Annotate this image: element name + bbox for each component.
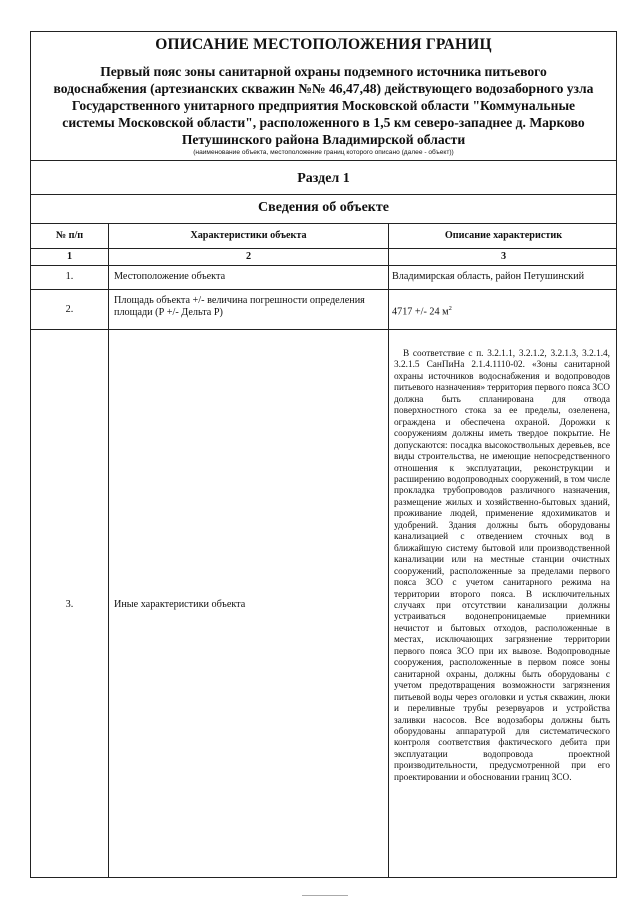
- row-divider: [31, 289, 616, 290]
- row-divider: [31, 329, 616, 330]
- column-number-3: 3: [500, 251, 507, 262]
- object-name-note: (наименование объекта, местоположение границ которого описано (далее - объект)): [193, 149, 454, 156]
- area-value: 4717 +/- 24 м: [392, 306, 449, 318]
- row-divider: [31, 265, 616, 266]
- object-description-title: Первый пояс зоны санитарной охраны подземного источника питьевого водоснабжения (артезианских скважин №№ 46,47,48) действующего водозаборного узла Государственного унитарного предприятия Московской области "Коммунальные системы Московской области", расположенного в 1,5 км северо-западнее д. Марково Петушинского района Владимирской области: [53, 64, 594, 147]
- header-characteristic: Характеристики объекта: [190, 230, 307, 241]
- row-divider: [31, 248, 616, 249]
- header-description: Описание характеристик: [444, 230, 563, 241]
- row-2-number: 2.: [65, 304, 74, 315]
- row-3-number: 3.: [65, 599, 74, 610]
- row-3-description: В соответствие с п. 3.2.1.1, 3.2.1.2, 3.2.1.3, 3.2.1.4, 3.2.1.5 СанПиНа 2.1.4.1110-02. «Зоны санитарной охраны источников водоснабжения и водопроводов питьевого назначения» территория первого пояса ЗСО должна быть спланирована для отвода поверхностного стока за ее пределы, озеленена, ограждена и обеспечена охраной. Дорожки к сооружениям должны иметь твердое покрытие. Не допускаются: посадка высокоствольных деревьев, все виды строительства, не имеющие непосредственного отношения к эксплуатации, реконструкции и расширению водопроводных сооружений, в том числе прокладка трубопроводов различного назначения, размещение жилых и хозяйственно-бытовых зданий, проживание людей, применение ядохимикатов и удобрений. Здания должны быть оборудованы канализацией с отведением сточных вод в ближайшую систему бытовой или производственной канализации или на местные станции очистных сооружений, расположенные за пределами первого пояса ЗСО с учетом санитарного режима на территории второго пояса. В исключительных случаях при отсутствии канализации должны устраиваться водонепроницаемые приемники нечистот и бытовых отходов, расположенные в местах, исключающих загрязнение территории первого пояса ЗСО при их вывозе. Водопроводные сооружения, расположенные в первом поясе зоны санитарной охраны, должны быть оборудованы с учетом предотвращения возможности загрязнения питьевой воды через оголовки и устья скважин, люки и переливные трубы резервуаров и устройства заливки насосов. Все водозаборы должны быть оборудованы аппаратурой для систематического контроля соответствия фактического дебита при эксплуатации водопровода проектной производительности, предусмотренной при его проектировании и обосновании границ ЗСО.: [394, 349, 610, 783]
- column-divider: [388, 223, 389, 878]
- column-divider: [108, 223, 109, 878]
- header-number: № п/п: [55, 230, 84, 241]
- row-1-description: Владимирская область, район Петушинский: [392, 271, 585, 282]
- document-title: ОПИСАНИЕ МЕСТОПОЛОЖЕНИЯ ГРАНИЦ: [155, 36, 492, 53]
- row-1-characteristic: Местоположение объекта: [114, 271, 226, 282]
- divider: [31, 160, 616, 161]
- table-top-border: [31, 223, 616, 224]
- row-1-number: 1.: [65, 271, 74, 282]
- page-edge-mark: [302, 895, 348, 896]
- row-2-description: [392, 303, 614, 318]
- row-3-characteristic: Иные характеристики объекта: [114, 599, 246, 610]
- section-label: Раздел 1: [297, 171, 350, 186]
- area-unit-exponent: 2: [448, 305, 452, 312]
- section-title: Сведения об объекте: [258, 200, 389, 215]
- divider: [31, 194, 616, 195]
- column-number-2: 2: [245, 251, 252, 262]
- row-2-characteristic: Площадь объекта +/- величина погрешности определения площади (Р +/- Дельта Р): [114, 295, 365, 318]
- column-number-1: 1: [66, 251, 73, 262]
- document-frame: [30, 31, 617, 878]
